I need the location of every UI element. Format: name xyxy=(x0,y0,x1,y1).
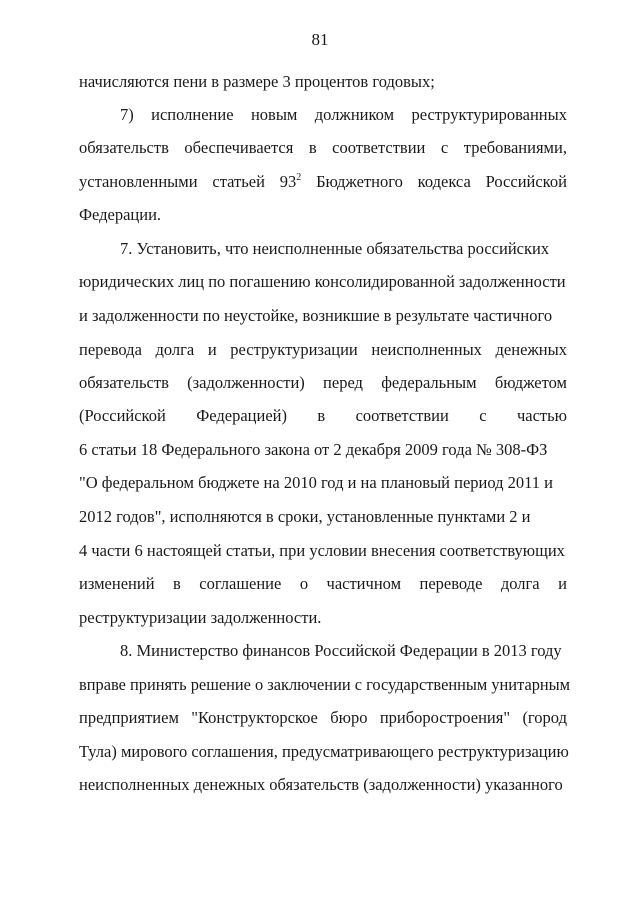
text-word: приборостроения" xyxy=(379,708,511,727)
text-line xyxy=(79,440,547,460)
text-word: обеспечивается xyxy=(184,138,294,157)
text-word: "Конструкторское xyxy=(191,708,318,727)
text-word: долга xyxy=(155,340,195,359)
text-word: (город xyxy=(522,708,567,727)
text-word: обязательств xyxy=(79,373,169,392)
text-line xyxy=(79,675,570,695)
text-word: перед xyxy=(323,373,363,392)
text-word: Российской xyxy=(485,172,567,191)
text-word: новым xyxy=(250,105,298,124)
text-line xyxy=(120,239,549,259)
text-word: перевода xyxy=(79,340,142,359)
text-line xyxy=(79,306,552,326)
text-line xyxy=(79,507,531,527)
text-word: и задолженности по неустойке, возникшие в результате частичного xyxy=(79,306,553,325)
text-word: соответствии xyxy=(332,138,426,157)
text-line xyxy=(79,373,567,393)
text-word: вправе принять решение о заключении с государственным унитарным xyxy=(79,675,571,694)
text-word: $93^2$ xyxy=(279,172,302,191)
text-word: 8. Министерство финансов Российской Федерации в 2013 году xyxy=(120,641,562,660)
text-line xyxy=(79,473,553,493)
text-word: (Российской xyxy=(79,406,166,425)
text-word: с xyxy=(479,406,487,425)
text-word: и xyxy=(207,340,217,359)
page-number: 81 xyxy=(311,30,329,49)
text-word: Бюджетного xyxy=(316,172,403,191)
text-line xyxy=(79,272,566,292)
text-line xyxy=(79,742,569,762)
text-word: реструктурированных xyxy=(411,105,567,124)
text-word: в xyxy=(308,138,317,157)
text-word: исполнение xyxy=(151,105,234,124)
text-line xyxy=(79,708,567,728)
text-word: соглашение xyxy=(199,574,282,593)
text-word: 4 части 6 настоящей статьи, при условии внесения соответствующих xyxy=(79,541,565,560)
text-line xyxy=(79,541,565,561)
text-word: статьей xyxy=(212,172,265,191)
text-word: изменений xyxy=(79,574,155,593)
text-word: частью xyxy=(516,406,567,425)
text-word: (задолженности) xyxy=(187,373,305,392)
text-word: с xyxy=(440,138,449,157)
text-line xyxy=(79,205,161,225)
text-word: требованиями, xyxy=(463,138,567,157)
text-word: 7) xyxy=(120,105,134,124)
text-word: в xyxy=(173,574,181,593)
text-word: в xyxy=(317,406,326,425)
text-word: Федерацией) xyxy=(196,406,287,425)
text-word: неисполненных xyxy=(371,340,482,359)
text-word: юридических лиц по погашению консолидированной задолженности xyxy=(79,272,566,291)
text-word: о xyxy=(299,574,309,593)
text-word: переводе xyxy=(419,574,483,593)
text-word: долга xyxy=(500,574,540,593)
text-line xyxy=(120,105,567,125)
text-line xyxy=(120,641,562,661)
text-word: начисляются пени в размере 3 процентов годовых; xyxy=(79,72,435,91)
text-line xyxy=(79,775,563,795)
text-word: кодекса xyxy=(417,172,471,191)
text-line xyxy=(79,172,567,192)
text-word: "О федеральном бюджете на 2010 год и на плановый период 2011 и xyxy=(79,473,554,492)
text-word: частичном xyxy=(326,574,402,593)
text-line xyxy=(79,574,567,594)
text-word: 2012 годов", исполняются в сроки, установленные пунктами 2 и xyxy=(79,507,531,526)
text-word: предприятием xyxy=(79,708,179,727)
text-word: денежных xyxy=(495,340,567,359)
text-word: Тула) мирового соглашения, предусматривающего реструктуризацию xyxy=(79,742,569,761)
text-word: и xyxy=(558,574,567,593)
text-word: установленными xyxy=(79,172,198,191)
text-word: соответствии xyxy=(355,406,449,425)
text-line xyxy=(79,340,567,360)
text-word: реструктуризации задолженности. xyxy=(79,608,322,627)
text-word: обязательств xyxy=(79,138,169,157)
text-line xyxy=(79,406,567,426)
text-word: бюро xyxy=(330,708,368,727)
text-line xyxy=(79,72,435,92)
text-word: бюджетом xyxy=(494,373,567,392)
superscript: 2 xyxy=(296,172,302,183)
text-word: неисполненных денежных обязательств (задолженности) указанного xyxy=(79,775,563,794)
text-word: 6 статьи 18 Федерального закона от 2 декабря 2009 года № 308-ФЗ xyxy=(79,440,548,459)
text-word: должником xyxy=(314,105,395,124)
text-word: Федерации. xyxy=(79,205,162,224)
text-word: федеральным xyxy=(381,373,477,392)
text-word: реструктуризации xyxy=(230,340,358,359)
text-line xyxy=(79,608,321,628)
text-line xyxy=(79,138,567,158)
text-word: 7. Установить, что неисполненные обязательства российских xyxy=(120,239,550,258)
